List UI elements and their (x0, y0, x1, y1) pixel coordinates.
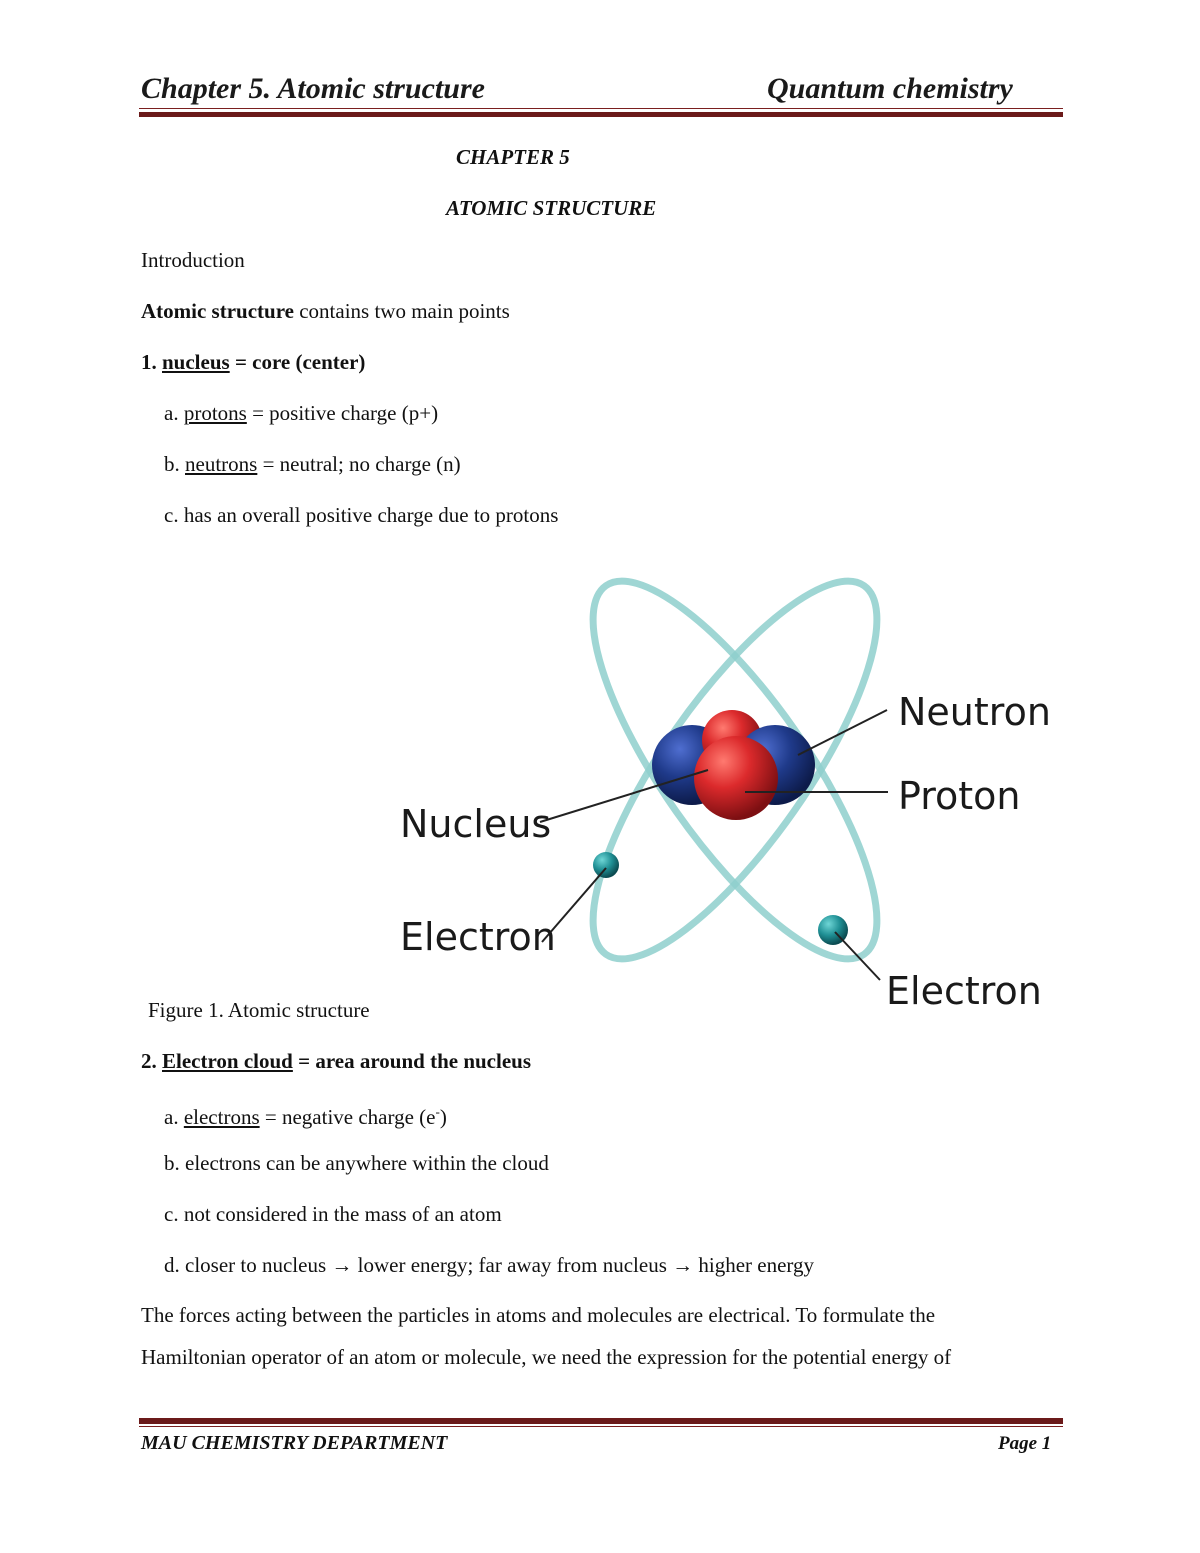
footer-page-number: Page 1 (998, 1433, 1052, 1454)
electron-right-label: Electron (886, 969, 1042, 1013)
figure-caption: Figure 1. Atomic structure (148, 998, 370, 1022)
lead-rest: contains two main points (293, 299, 510, 323)
lead-bold: Atomic structure (141, 299, 294, 323)
header-right-title: Quantum chemistry (767, 72, 1013, 105)
item-term: protons (183, 401, 247, 425)
item-letter: d. (164, 1253, 185, 1277)
point1-item-a (164, 400, 438, 426)
footer-rule-thin (139, 1426, 1063, 1427)
atom-figure (380, 560, 1060, 1020)
item-term: neutrons (185, 452, 258, 476)
main-title: ATOMIC STRUCTURE (446, 196, 657, 220)
point2-item-a (164, 1099, 447, 1130)
item-text: not considered in the mass of an atom (183, 1202, 502, 1226)
item-text: closer to nucleus → lower energy; far away from nucleus → higher energy (185, 1253, 815, 1277)
nucleus-label: Nucleus (400, 802, 552, 846)
proton-label: Proton (898, 774, 1021, 818)
item-letter: b. (164, 1151, 185, 1175)
electron-left-label: Electron (400, 915, 556, 959)
item-letter: a. (164, 1105, 184, 1129)
proton-sphere-front (694, 736, 778, 820)
point2-rest: = area around the nucleus (292, 1049, 532, 1073)
point1-item-b (164, 451, 461, 477)
item-letter: a. (164, 401, 184, 425)
point1-heading (141, 349, 365, 375)
item-text: electrons can be anywhere within the cloud (185, 1151, 549, 1175)
item-letter: b. (164, 452, 185, 476)
item-text: has an overall positive charge due to protons (183, 503, 559, 527)
footer-rule-thick (139, 1418, 1063, 1424)
header-left-title: Chapter 5. Atomic structure (141, 72, 485, 105)
electron-sphere-left (593, 852, 619, 878)
neutron-leader-line (798, 710, 887, 755)
point1-num: 1. (141, 350, 162, 374)
intro-heading: Introduction (141, 248, 245, 272)
point2-item-b (164, 1150, 549, 1176)
item-letter: c. (164, 1202, 184, 1226)
item-letter: c. (164, 503, 184, 527)
point2-heading (141, 1048, 531, 1074)
point1-rest: = core (center) (229, 350, 366, 374)
chapter-title: CHAPTER 5 (456, 145, 570, 169)
item-close: ) (439, 1105, 447, 1129)
point1-item-c (164, 502, 558, 528)
lead-line (141, 298, 510, 324)
point2-term: Electron cloud (162, 1049, 293, 1073)
footer-department: MAU CHEMISTRY DEPARTMENT (141, 1432, 448, 1454)
item-term: electrons (183, 1105, 260, 1129)
header-rule-thin (139, 108, 1063, 109)
item-rest: = neutral; no charge (n) (257, 452, 461, 476)
item-superscript: - (435, 1104, 440, 1119)
item-rest: = negative charge (e (259, 1105, 436, 1129)
paragraph-line-2: Hamiltonian operator of an atom or molecule, we need the expression for the potential energy of (141, 1345, 952, 1369)
point2-num: 2. (141, 1049, 162, 1073)
point1-term: nucleus (162, 350, 230, 374)
paragraph-line-1: The forces acting between the particles in atoms and molecules are electrical. To formulate the (141, 1303, 936, 1327)
neutron-label: Neutron (898, 690, 1051, 734)
header-rule-thick (139, 112, 1063, 117)
point2-item-c (164, 1201, 502, 1227)
point2-item-d (164, 1252, 814, 1278)
item-rest: = positive charge (p+) (246, 401, 439, 425)
